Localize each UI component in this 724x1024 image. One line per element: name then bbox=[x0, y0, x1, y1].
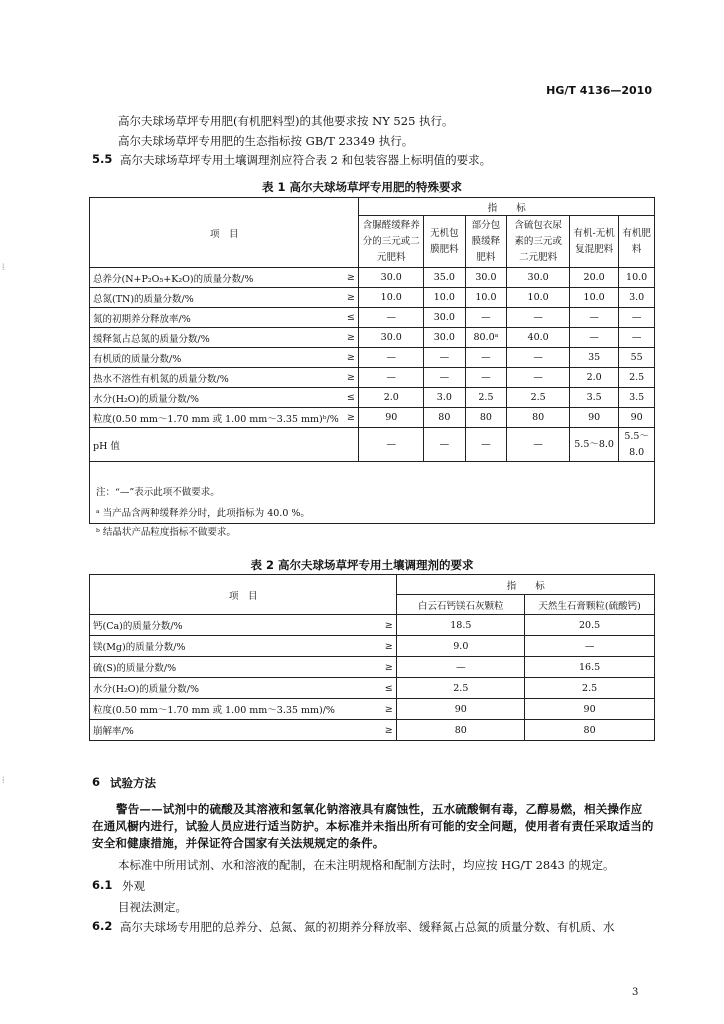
reagent-paragraph: 本标准中所用试剂、水和溶液的配制，在未注明规格和配制方法时，均应按 HG/T 2843 的规定。 bbox=[118, 858, 615, 872]
table1-row-symbol: ≥ bbox=[343, 408, 359, 428]
table1-cell: — bbox=[465, 368, 507, 388]
table1-cell: 80.0ᵃ bbox=[465, 328, 507, 348]
table1-row-symbol: ≤ bbox=[343, 388, 359, 408]
table1-cell: — bbox=[359, 428, 424, 462]
table1-row-label: 有机质的质量分数/% bbox=[90, 348, 344, 368]
table2-row-label: 钙(Ca)的质量分数/% bbox=[90, 615, 381, 636]
table1-row bbox=[90, 348, 655, 368]
table1-cell: 35 bbox=[570, 348, 619, 368]
table2-cell: 20.5 bbox=[525, 615, 655, 636]
table1-footnote-a: ᵃ 当产品含两种缓释养分时，此项指标为 40.0 %。 bbox=[96, 508, 310, 519]
table1-cell: 40.0 bbox=[507, 328, 570, 348]
table1-row-symbol: ≥ bbox=[343, 288, 359, 308]
table1-cell: 3.0 bbox=[424, 388, 466, 408]
table1-cell: — bbox=[359, 308, 424, 328]
table2-row-label: 水分(H₂O)的质量分数/% bbox=[90, 678, 381, 699]
table2-cell: 80 bbox=[397, 720, 525, 741]
table1-footnote-b: ᵇ 结晶状产品粒度指标不做要求。 bbox=[96, 527, 236, 538]
table1-cell: — bbox=[619, 328, 655, 348]
table1-row-label: 热水不溶性有机氮的质量分数/% bbox=[90, 368, 344, 388]
table1-row-ph bbox=[90, 428, 655, 462]
table2-row-symbol: ≥ bbox=[381, 720, 397, 741]
table2-row-symbol: ≥ bbox=[381, 699, 397, 720]
table2-caption: 表 2 高尔夫球场草坪专用土壤调理剂的要求 bbox=[250, 558, 474, 572]
table1-column-header: 含脲醛缓释养分的三元或二元肥料 bbox=[359, 216, 424, 268]
table1-cell: 10.0 bbox=[570, 288, 619, 308]
table2-cell: 16.5 bbox=[525, 657, 655, 678]
section-6-2-text: 高尔夫球场专用肥的总养分、总氮、氮的初期养分释放率、缓释氮占总氮的质量分数、有机质、水 bbox=[120, 920, 615, 934]
table1-cell: 10.0 bbox=[619, 268, 655, 288]
table1-cell: 10.0 bbox=[465, 288, 507, 308]
fold-mark-1: ⁞ bbox=[2, 263, 5, 273]
table2-column-header: 天然生石膏颗粒(硫酸钙) bbox=[525, 595, 655, 615]
table2-cell: 90 bbox=[397, 699, 525, 720]
table1-cell: — bbox=[424, 428, 466, 462]
table1-row bbox=[90, 368, 655, 388]
table1-cell: 35.0 bbox=[424, 268, 466, 288]
table1-cell: 80 bbox=[424, 408, 466, 428]
table1-cell: 5.5～8.0 bbox=[619, 428, 655, 462]
table1-cell: 30.0 bbox=[507, 268, 570, 288]
table1-row-symbol: ≥ bbox=[343, 348, 359, 368]
table2-cell: 90 bbox=[525, 699, 655, 720]
table1-row bbox=[90, 408, 655, 428]
table2-row bbox=[90, 699, 655, 720]
table2-cell: 9.0 bbox=[397, 636, 525, 657]
standard-code: HG/T 4136—2010 bbox=[546, 84, 652, 97]
table1-cell: — bbox=[507, 428, 570, 462]
table1-cell: 90 bbox=[619, 408, 655, 428]
warning-paragraph: 警告——试剂中的硫酸及其溶液和氢氧化钠溶液具有腐蚀性，五水硫酸铜有毒，乙醇易燃，相关操作应在通风橱内进行，试验人员应进行适当防护。本标准并未指出所有可能的安全问题，使用者有责任采取适当的安全和健康措施，并保证符合国家有关法规规定的条件。 bbox=[92, 802, 654, 850]
table1-cell: 30.0 bbox=[424, 328, 466, 348]
table1-cell: — bbox=[465, 428, 507, 462]
table2-row bbox=[90, 657, 655, 678]
table2-row-symbol: ≥ bbox=[381, 636, 397, 657]
table1-cell: 30.0 bbox=[359, 328, 424, 348]
table1-cell: 2.0 bbox=[570, 368, 619, 388]
section-6-title: 试验方法 bbox=[110, 776, 156, 790]
fold-mark-2: ⁞ bbox=[2, 776, 5, 786]
table1-cell: 3.0 bbox=[619, 288, 655, 308]
table2-row-symbol: ≥ bbox=[381, 615, 397, 636]
table2-row bbox=[90, 720, 655, 741]
table1-cell: 10.0 bbox=[424, 288, 466, 308]
table1-cell: 30.0 bbox=[359, 268, 424, 288]
table1-row bbox=[90, 308, 655, 328]
table1-row-label: pH 值 bbox=[90, 428, 359, 462]
table1-cell: — bbox=[507, 308, 570, 328]
table1-row-label: 氮的初期养分释放率/% bbox=[90, 308, 344, 328]
table1-row-symbol: ≤ bbox=[343, 308, 359, 328]
section-6-1-title: 外观 bbox=[122, 879, 145, 893]
table1-cell: 20.0 bbox=[570, 268, 619, 288]
table1-cell: — bbox=[424, 368, 466, 388]
intro-line-1: 高尔夫球场草坪专用肥(有机肥料型)的其他要求按 NY 525 执行。 bbox=[118, 114, 454, 128]
table1-cell: 30.0 bbox=[424, 308, 466, 328]
table1-cell: 80 bbox=[507, 408, 570, 428]
table-1 bbox=[89, 197, 655, 524]
table1-cell: — bbox=[424, 348, 466, 368]
table1-column-header: 有机肥料 bbox=[619, 216, 655, 268]
section-5-5-number: 5.5 bbox=[92, 152, 113, 166]
intro-line-2: 高尔夫球场草坪专用肥的生态指标按 GB/T 23349 执行。 bbox=[118, 134, 414, 148]
table2-item-header: 项 目 bbox=[90, 575, 397, 615]
table1-column-header: 部分包膜缓释肥料 bbox=[465, 216, 507, 268]
table2-row bbox=[90, 615, 655, 636]
table1-column-header: 有机-无机复混肥料 bbox=[570, 216, 619, 268]
table2-cell: 2.5 bbox=[525, 678, 655, 699]
table2-row bbox=[90, 636, 655, 657]
table1-cell: 3.5 bbox=[619, 388, 655, 408]
table1-cell: 5.5～8.0 bbox=[570, 428, 619, 462]
table2-row bbox=[90, 678, 655, 699]
table1-cell: — bbox=[570, 328, 619, 348]
table2-index-header: 指 标 bbox=[397, 575, 655, 595]
table1-row-label: 总养分(N+P₂O₅+K₂O)的质量分数/% bbox=[90, 268, 344, 288]
table1-row-label: 粒度(0.50 mm～1.70 mm 或 1.00 mm～3.35 mm)ᵇ/% bbox=[90, 408, 344, 428]
table1-row bbox=[90, 268, 655, 288]
table2-cell: 2.5 bbox=[397, 678, 525, 699]
table2-column-header: 白云石钙镁石灰颗粒 bbox=[397, 595, 525, 615]
table1-row-label: 缓释氮占总氮的质量分数/% bbox=[90, 328, 344, 348]
table1-column-header: 无机包膜肥料 bbox=[424, 216, 466, 268]
table1-cell: — bbox=[359, 348, 424, 368]
table1-cell: — bbox=[465, 308, 507, 328]
table1-row bbox=[90, 328, 655, 348]
table1-cell: 90 bbox=[570, 408, 619, 428]
section-6-1-text: 目视法测定。 bbox=[118, 900, 187, 914]
table2-cell: — bbox=[397, 657, 525, 678]
section-6-2-number: 6.2 bbox=[92, 919, 113, 933]
table1-cell: 80 bbox=[465, 408, 507, 428]
table-2 bbox=[89, 574, 655, 741]
table1-cell: 2.5 bbox=[619, 368, 655, 388]
section-6-number: 6 bbox=[92, 775, 101, 789]
table1-caption: 表 1 高尔夫球场草坪专用肥的特殊要求 bbox=[261, 180, 462, 194]
table1-row-symbol: ≥ bbox=[343, 368, 359, 388]
table1-cell: 55 bbox=[619, 348, 655, 368]
table2-row-label: 镁(Mg)的质量分数/% bbox=[90, 636, 381, 657]
table1-cell: — bbox=[619, 308, 655, 328]
table1-cell: — bbox=[507, 368, 570, 388]
table1-index-header: 指 标 bbox=[359, 198, 655, 216]
table1-cell: 90 bbox=[359, 408, 424, 428]
table2-row-symbol: ≥ bbox=[381, 657, 397, 678]
table1-cell: — bbox=[465, 348, 507, 368]
table1-cell: — bbox=[359, 368, 424, 388]
table1-column-header: 含硫包衣尿素的三元或二元肥料 bbox=[507, 216, 570, 268]
table2-cell: 18.5 bbox=[397, 615, 525, 636]
table1-row bbox=[90, 388, 655, 408]
table1-cell: 2.5 bbox=[507, 388, 570, 408]
table1-cell: 2.0 bbox=[359, 388, 424, 408]
table2-row-symbol: ≤ bbox=[381, 678, 397, 699]
table1-row bbox=[90, 288, 655, 308]
page-number: 3 bbox=[632, 987, 639, 998]
table2-row-label: 硫(S)的质量分数/% bbox=[90, 657, 381, 678]
table1-row-symbol: ≥ bbox=[343, 328, 359, 348]
table2-row-label: 粒度(0.50 mm～1.70 mm 或 1.00 mm～3.35 mm)/% bbox=[90, 699, 381, 720]
table2-cell: 80 bbox=[525, 720, 655, 741]
table1-row-label: 总氮(TN)的质量分数/% bbox=[90, 288, 344, 308]
table1-note: 注：“—”表示此项不做要求。 bbox=[96, 487, 220, 498]
table1-cell: — bbox=[507, 348, 570, 368]
table1-cell: 3.5 bbox=[570, 388, 619, 408]
section-6-1-number: 6.1 bbox=[92, 878, 113, 892]
table1-cell: 10.0 bbox=[359, 288, 424, 308]
table2-row-label: 崩解率/% bbox=[90, 720, 381, 741]
section-5-5-text: 高尔夫球场草坪专用土壤调理剂应符合表 2 和包装容器上标明值的要求。 bbox=[120, 153, 492, 167]
table1-row-symbol: ≥ bbox=[343, 268, 359, 288]
table1-cell: — bbox=[570, 308, 619, 328]
table1-item-header: 项 目 bbox=[90, 198, 359, 268]
table1-row-label: 水分(H₂O)的质量分数/% bbox=[90, 388, 344, 408]
table1-cell: 30.0 bbox=[465, 268, 507, 288]
table1-cell: 10.0 bbox=[507, 288, 570, 308]
table2-cell: — bbox=[525, 636, 655, 657]
table1-cell: 2.5 bbox=[465, 388, 507, 408]
